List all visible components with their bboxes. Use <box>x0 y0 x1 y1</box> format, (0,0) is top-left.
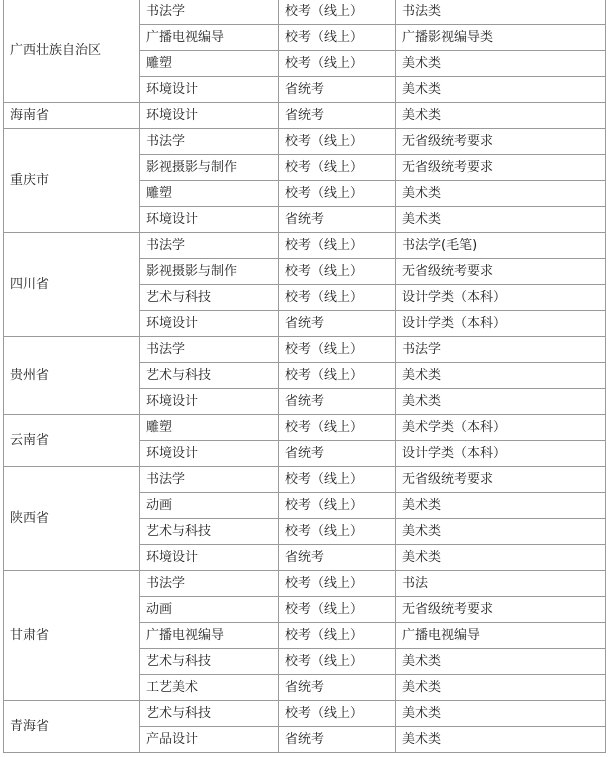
major-cell: 环境设计 <box>140 311 279 337</box>
major-cell: 广播电视编导 <box>140 623 279 649</box>
exam-type-cell: 校考（线上） <box>279 415 396 441</box>
province-cell: 广西壮族自治区 <box>4 0 140 103</box>
category-cell: 美术学类（本科） <box>396 415 606 441</box>
exam-type-cell: 校考（线上） <box>279 571 396 597</box>
exam-type-cell: 校考（线上） <box>279 259 396 285</box>
category-cell: 设计学类（本科） <box>396 285 606 311</box>
exam-type-cell: 校考（线上） <box>279 467 396 493</box>
exam-type-cell: 省统考 <box>279 675 396 701</box>
exam-type-cell: 省统考 <box>279 545 396 571</box>
exam-type-cell: 校考（线上） <box>279 181 396 207</box>
category-cell: 广播影视编导类 <box>396 25 606 51</box>
exam-type-cell: 校考（线上） <box>279 51 396 77</box>
exam-type-cell: 校考（线上） <box>279 363 396 389</box>
category-cell: 广播电视编导 <box>396 623 606 649</box>
table-row <box>4 337 606 363</box>
major-cell: 雕塑 <box>140 415 279 441</box>
major-cell: 雕塑 <box>140 51 279 77</box>
province-cell: 云南省 <box>4 415 140 467</box>
major-cell: 影视摄影与制作 <box>140 155 279 181</box>
province-cell: 海南省 <box>4 103 140 129</box>
major-cell: 环境设计 <box>140 545 279 571</box>
major-cell: 环境设计 <box>140 77 279 103</box>
major-cell: 艺术与科技 <box>140 649 279 675</box>
province-cell: 四川省 <box>4 233 140 337</box>
category-cell: 美术类 <box>396 103 606 129</box>
major-cell: 艺术与科技 <box>140 519 279 545</box>
category-cell: 书法 <box>396 571 606 597</box>
category-cell: 美术类 <box>396 675 606 701</box>
category-cell: 无省级统考要求 <box>396 155 606 181</box>
major-cell: 工艺美术 <box>140 675 279 701</box>
major-cell: 雕塑 <box>140 181 279 207</box>
category-cell: 美术类 <box>396 727 606 753</box>
major-cell: 环境设计 <box>140 441 279 467</box>
table-row <box>4 103 606 129</box>
exam-type-cell: 省统考 <box>279 77 396 103</box>
major-cell: 影视摄影与制作 <box>140 259 279 285</box>
exam-type-cell: 校考（线上） <box>279 337 396 363</box>
province-cell: 重庆市 <box>4 129 140 233</box>
category-cell: 设计学类（本科） <box>396 441 606 467</box>
category-cell: 美术类 <box>396 207 606 233</box>
category-cell: 美术类 <box>396 363 606 389</box>
table-row <box>4 467 606 493</box>
category-cell: 美术类 <box>396 493 606 519</box>
exam-type-cell: 省统考 <box>279 441 396 467</box>
category-cell: 书法学 <box>396 337 606 363</box>
category-cell: 美术类 <box>396 545 606 571</box>
category-cell: 书法类 <box>396 0 606 25</box>
major-cell: 广播电视编导 <box>140 25 279 51</box>
exam-type-cell: 校考（线上） <box>279 519 396 545</box>
table-row <box>4 415 606 441</box>
province-cell: 陕西省 <box>4 467 140 571</box>
category-cell: 无省级统考要求 <box>396 129 606 155</box>
admissions-table <box>3 0 606 753</box>
category-cell: 设计学类（本科） <box>396 311 606 337</box>
major-cell: 动画 <box>140 597 279 623</box>
table-body <box>4 0 606 753</box>
category-cell: 无省级统考要求 <box>396 597 606 623</box>
major-cell: 艺术与科技 <box>140 363 279 389</box>
province-cell: 青海省 <box>4 701 140 753</box>
exam-type-cell: 省统考 <box>279 311 396 337</box>
major-cell: 艺术与科技 <box>140 285 279 311</box>
table-row <box>4 571 606 597</box>
major-cell: 产品设计 <box>140 727 279 753</box>
category-cell: 美术类 <box>396 701 606 727</box>
table-row <box>4 233 606 259</box>
major-cell: 动画 <box>140 493 279 519</box>
major-cell: 环境设计 <box>140 103 279 129</box>
category-cell: 美术类 <box>396 181 606 207</box>
exam-type-cell: 校考（线上） <box>279 493 396 519</box>
category-cell: 美术类 <box>396 389 606 415</box>
exam-type-cell: 省统考 <box>279 103 396 129</box>
exam-type-cell: 校考（线上） <box>279 25 396 51</box>
major-cell: 环境设计 <box>140 389 279 415</box>
table-row <box>4 0 606 25</box>
exam-type-cell: 校考（线上） <box>279 701 396 727</box>
table-row <box>4 129 606 155</box>
category-cell: 无省级统考要求 <box>396 259 606 285</box>
category-cell: 美术类 <box>396 649 606 675</box>
category-cell: 书法学(毛笔) <box>396 233 606 259</box>
exam-type-cell: 省统考 <box>279 727 396 753</box>
major-cell: 艺术与科技 <box>140 701 279 727</box>
major-cell: 书法学 <box>140 571 279 597</box>
exam-type-cell: 校考（线上） <box>279 597 396 623</box>
major-cell: 书法学 <box>140 233 279 259</box>
exam-type-cell: 省统考 <box>279 207 396 233</box>
category-cell: 无省级统考要求 <box>396 467 606 493</box>
exam-type-cell: 校考（线上） <box>279 623 396 649</box>
exam-type-cell: 校考（线上） <box>279 155 396 181</box>
province-cell: 贵州省 <box>4 337 140 415</box>
category-cell: 美术类 <box>396 77 606 103</box>
exam-type-cell: 校考（线上） <box>279 649 396 675</box>
major-cell: 书法学 <box>140 467 279 493</box>
major-cell: 书法学 <box>140 0 279 25</box>
exam-type-cell: 省统考 <box>279 389 396 415</box>
exam-type-cell: 校考（线上） <box>279 233 396 259</box>
category-cell: 美术类 <box>396 519 606 545</box>
table-row <box>4 701 606 727</box>
exam-type-cell: 校考（线上） <box>279 285 396 311</box>
major-cell: 书法学 <box>140 337 279 363</box>
major-cell: 书法学 <box>140 129 279 155</box>
exam-type-cell: 校考（线上） <box>279 129 396 155</box>
exam-type-cell: 校考（线上） <box>279 0 396 25</box>
category-cell: 美术类 <box>396 51 606 77</box>
major-cell: 环境设计 <box>140 207 279 233</box>
province-cell: 甘肃省 <box>4 571 140 701</box>
